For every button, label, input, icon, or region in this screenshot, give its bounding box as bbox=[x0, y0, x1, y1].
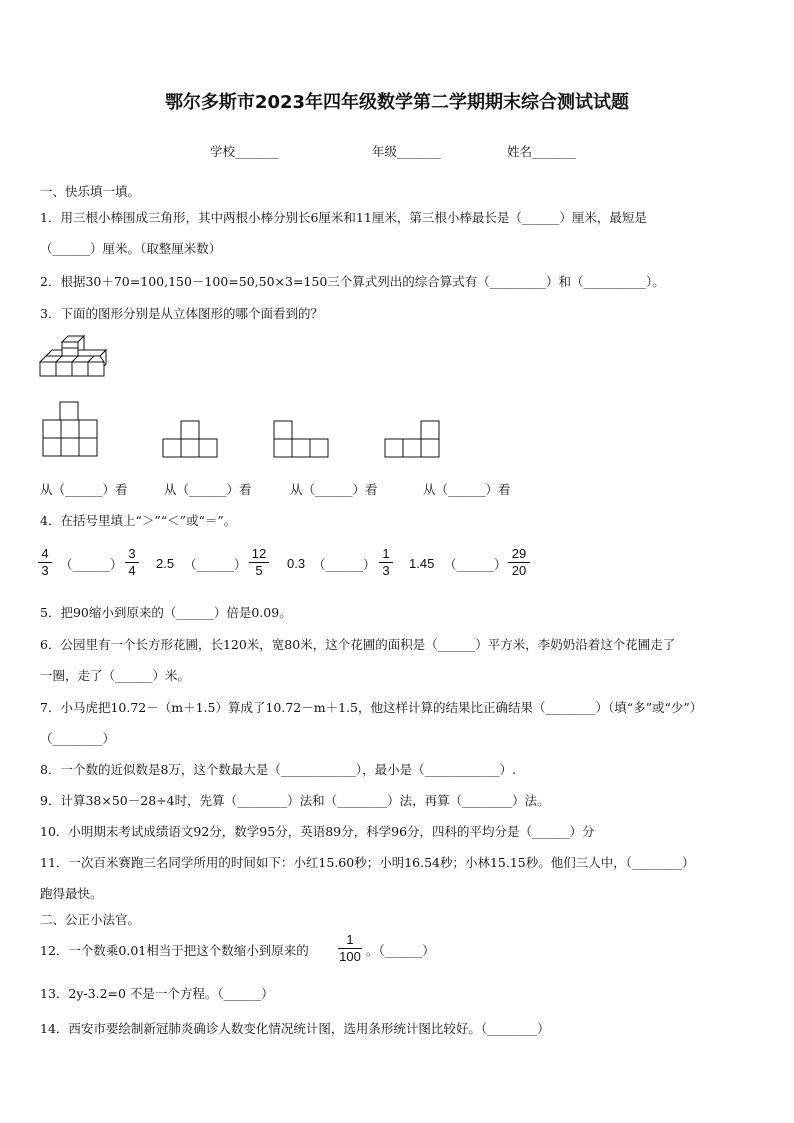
numerator: 12 bbox=[251, 546, 267, 561]
denominator: 5 bbox=[255, 563, 263, 578]
fraction-3-4 bbox=[125, 546, 139, 579]
question-7-line-1: 7．小马虎把10.72－（m＋1.5）算成了10.72－m＋1.5，他这样计算的结果比正确结果（________）（填“多”或“少”） bbox=[40, 700, 703, 715]
question-8: 8．一个数的近似数是8万，这个数最大是（____________），最小是（____________）. bbox=[40, 762, 517, 777]
numerator: 1 bbox=[382, 546, 390, 561]
page-title: 鄂尔多斯市2023年四年级数学第二学期期末综合测试试题 bbox=[164, 92, 630, 113]
numerator: 4 bbox=[41, 546, 49, 561]
question-6-line-1: 6．公园里有一个长方形花圃，长120米，宽80米，这个花圃的面积是（______）平方米，李奶奶沿着这个花圃走了 bbox=[40, 637, 676, 652]
value-0-3: 0.3 bbox=[287, 556, 306, 571]
view-label-1: 从（______）看 bbox=[40, 482, 128, 497]
question-1-line-2: （______）厘米。（取整厘米数） bbox=[40, 241, 222, 256]
cube-stack-figure bbox=[38, 334, 110, 378]
compare-blank-3: （______） bbox=[313, 557, 376, 572]
section-2-heading: 二、公正小法官。 bbox=[40, 912, 141, 927]
question-1-line-1: 1．用三根小棒围成三角形，其中两根小棒分别长6厘米和11厘米，第三根小棒最长是（______）厘米，最短是 bbox=[40, 210, 647, 225]
compare-blank-1: （______） bbox=[60, 557, 123, 572]
numerator: 1 bbox=[346, 932, 354, 947]
name-field: 姓名_______ bbox=[507, 144, 576, 159]
fraction-4-3 bbox=[38, 546, 52, 579]
value-2-5: 2.5 bbox=[156, 556, 175, 571]
question-9: 9．计算38×50－28÷4时，先算（________）法和（________）法，再算（________）法。 bbox=[40, 793, 550, 808]
view-figure-1 bbox=[42, 401, 98, 457]
view-label-2: 从（______）看 bbox=[164, 482, 252, 497]
section-1-heading: 一、快乐填一填。 bbox=[40, 184, 141, 199]
question-4: 4．在括号里填上“＞”“＜”或“＝”。 bbox=[40, 513, 237, 528]
fraction-12-5 bbox=[249, 546, 269, 579]
compare-blank-4: （______） bbox=[444, 557, 507, 572]
view-figure-3 bbox=[273, 420, 329, 458]
question-12-text: 12．一个数乘0.01相当于把这个数缩小到原来的 bbox=[40, 943, 309, 958]
question-2: 2．根据30＋70=100,150－100=50,50×3=150三个算式列出的综合算式有（_________）和（__________）。 bbox=[40, 274, 665, 289]
value-1-45: 1.45 bbox=[409, 556, 435, 571]
numerator: 3 bbox=[128, 546, 136, 561]
question-14: 14．西安市要绘制新冠肺炎确诊人数变化情况统计图，选用条形统计图比较好。（________） bbox=[40, 1021, 550, 1036]
question-3: 3．下面的图形分别是从立体图形的哪个面看到的？ bbox=[40, 306, 323, 321]
question-7-line-2: （________） bbox=[40, 731, 116, 746]
view-figure-4 bbox=[384, 420, 440, 458]
question-10: 10．小明期末考试成绩语文92分，数学95分，英语89分，科学96分，四科的平均分是（______）分 bbox=[40, 824, 595, 839]
denominator: 4 bbox=[128, 563, 136, 578]
denominator: 3 bbox=[382, 563, 390, 578]
question-12-blank: 。（______） bbox=[366, 943, 435, 958]
view-figure-2 bbox=[162, 420, 218, 458]
question-6-line-2: 一圈，走了（______）米。 bbox=[40, 668, 191, 683]
question-13: 13．2y-3.2=0 不是一个方程。（______） bbox=[40, 986, 274, 1001]
fraction-29-20 bbox=[508, 546, 530, 579]
grade-field: 年级_______ bbox=[372, 144, 441, 159]
question-5: 5．把90缩小到原来的（______）倍是0.09。 bbox=[40, 605, 292, 620]
denominator: 100 bbox=[339, 949, 361, 964]
denominator: 20 bbox=[511, 563, 527, 578]
view-label-3: 从（______）看 bbox=[290, 482, 378, 497]
view-label-4: 从（______）看 bbox=[423, 482, 511, 497]
fraction-1-100 bbox=[338, 932, 362, 965]
question-11-line-1: 11．一次百米赛跑三名同学所用的时间如下：小红15.60秒；小明16.54秒；小林15.15秒。他们三人中，（________） bbox=[40, 855, 695, 870]
numerator: 29 bbox=[511, 546, 527, 561]
question-11-line-2: 跑得最快。 bbox=[40, 886, 103, 901]
denominator: 3 bbox=[41, 563, 49, 578]
school-field: 学校_______ bbox=[210, 144, 279, 159]
compare-blank-2: （______） bbox=[184, 557, 247, 572]
fraction-1-3 bbox=[379, 546, 393, 579]
